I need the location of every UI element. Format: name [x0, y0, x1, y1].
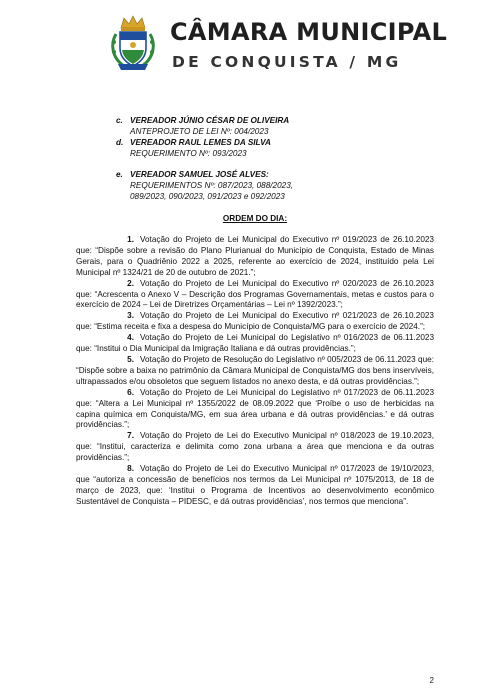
entry-detail: ANTEPROJETO DE LEI Nº: 004/2023 — [130, 126, 269, 136]
item-text: Votação do Projeto de Lei do Executivo Municipal nº 017/2023 de 19/10/2023, que “autoriza a concessão de benefícios nos termos da Lei Municipal nº 1075/2013, de 18 de março de 2023, que: ‘Institui o Programa de Incentivos ao desenvolvimento econômico Sustentável de Conquista – PIDESC, e dá outras providências’, nos termos que menciona”. — [76, 464, 434, 506]
entry-letter: c. — [116, 116, 123, 125]
item-number: 4. — [127, 333, 134, 343]
vereador-entry-d — [116, 138, 434, 160]
item-number: 3. — [127, 311, 134, 321]
agenda-item-1 — [76, 235, 434, 279]
agenda-item-4 — [76, 333, 434, 355]
item-number: 5. — [127, 355, 134, 365]
document-body — [76, 116, 434, 508]
vereador-entry-e — [116, 170, 434, 203]
agenda-item-6 — [76, 388, 434, 432]
item-text: Votação do Projeto de Resolução do Legislativo nº 005/2023 de 06.11.2023 que: “Dispõe sobre a baixa no patrimônio da Câmara Municipal de Conquista/MG dos bens inservíveis, ultrapassados e/ou obsoletos que seguem listados no anexo desta, e dá outras providências.”; — [76, 355, 434, 386]
entry-detail: REQUERIMENTO Nº: 093/2023 — [130, 148, 247, 158]
item-number: 2. — [127, 278, 134, 288]
spacer — [76, 160, 434, 171]
item-text: Votação do Projeto de Lei do Executivo Municipal nº 018/2023 de 19.10.2023, que: “Institui, caracteriza e delimita como zona urbana a área que menciona e da outras providências.”; — [76, 431, 434, 463]
item-text: Votação do Projeto de Lei Municipal do Executivo nº 020/2023 de 26.10.2023 que: “Acrescenta o Anexo V – Descrição dos Programas Governamentais, metas e custos para o exercício de 2024 – Lei de Diretrizes Orçamentárias – Lei nº 1392/2023.”; — [76, 278, 434, 310]
municipal-crest-icon — [108, 14, 158, 72]
entry-detail: REQUERIMENTOS Nº: 087/2023, 088/2023, — [130, 181, 294, 191]
vereador-name: VEREADOR SAMUEL JOSÉ ALVES: — [130, 170, 269, 180]
brand-subtitle: DE CONQUISTA / MG — [172, 53, 402, 71]
agenda-item-7 — [76, 431, 434, 464]
brand-title: CÂMARA MUNICIPAL — [170, 18, 448, 46]
vereador-entry-c — [116, 116, 434, 138]
item-text: Votação do Projeto de Lei Municipal do Legislativo nº 017/2023 de 06.11.2023 que: “Altera a Lei Municipal nº 1355/2022 de 08.09.2022 que ‘Proíbe o uso de herbicidas na capina química em Conquista/MG, em sua área urbana e dá outras providências.’ e dá outras providências.”; — [76, 387, 434, 430]
item-number: 6. — [127, 387, 134, 397]
letterhead — [0, 0, 495, 90]
item-number: 7. — [127, 431, 134, 441]
section-title: ORDEM DO DIA: — [222, 214, 288, 224]
agenda-item-2 — [76, 279, 434, 312]
agenda-item-5 — [76, 355, 434, 388]
entry-letter: d. — [116, 137, 124, 147]
item-text: Votação do Projeto de Lei Municipal do Executivo nº 021/2023 de 26.10.2023 que: “Estima receita e fixa a despesa do Município de Conquista/MG para o exercício de 2024.”; — [76, 311, 434, 332]
page-number: 2 — [429, 676, 434, 685]
vereador-name: VEREADOR RAUL LEMES DA SILVA — [130, 137, 271, 147]
agenda-item-3 — [76, 311, 434, 333]
agenda-item-8 — [76, 464, 434, 508]
vereador-name: VEREADOR JÚNIO CÉSAR DE OLIVEIRA — [130, 116, 290, 125]
entry-detail: 089/2023, 090/2023, 091/2023 e 092/2023 — [130, 192, 285, 202]
item-text: Votação do Projeto de Lei Municipal do Executivo nº 019/2023 de 26.10.2023 que: “Dispõe sobre a revisão do Plano Plurianual do Município de Conquista, Estado de Minas Gerais, para o Quadriênio 2022 a 2025, referente ao exercício de 2024, instituído pela Lei Municipal nº 1324/21 de 20 de outubro de 2021.”; — [76, 235, 434, 277]
item-number: 1. — [127, 235, 134, 245]
item-number: 8. — [127, 464, 134, 474]
item-text: Votação do Projeto de Lei Municipal do Legislativo nº 016/2023 de 06.11.2023 que: “Institui o Dia Municipal da Imigração Italiana e dá outras providências.”; — [76, 333, 434, 354]
entry-letter: e. — [116, 170, 123, 180]
